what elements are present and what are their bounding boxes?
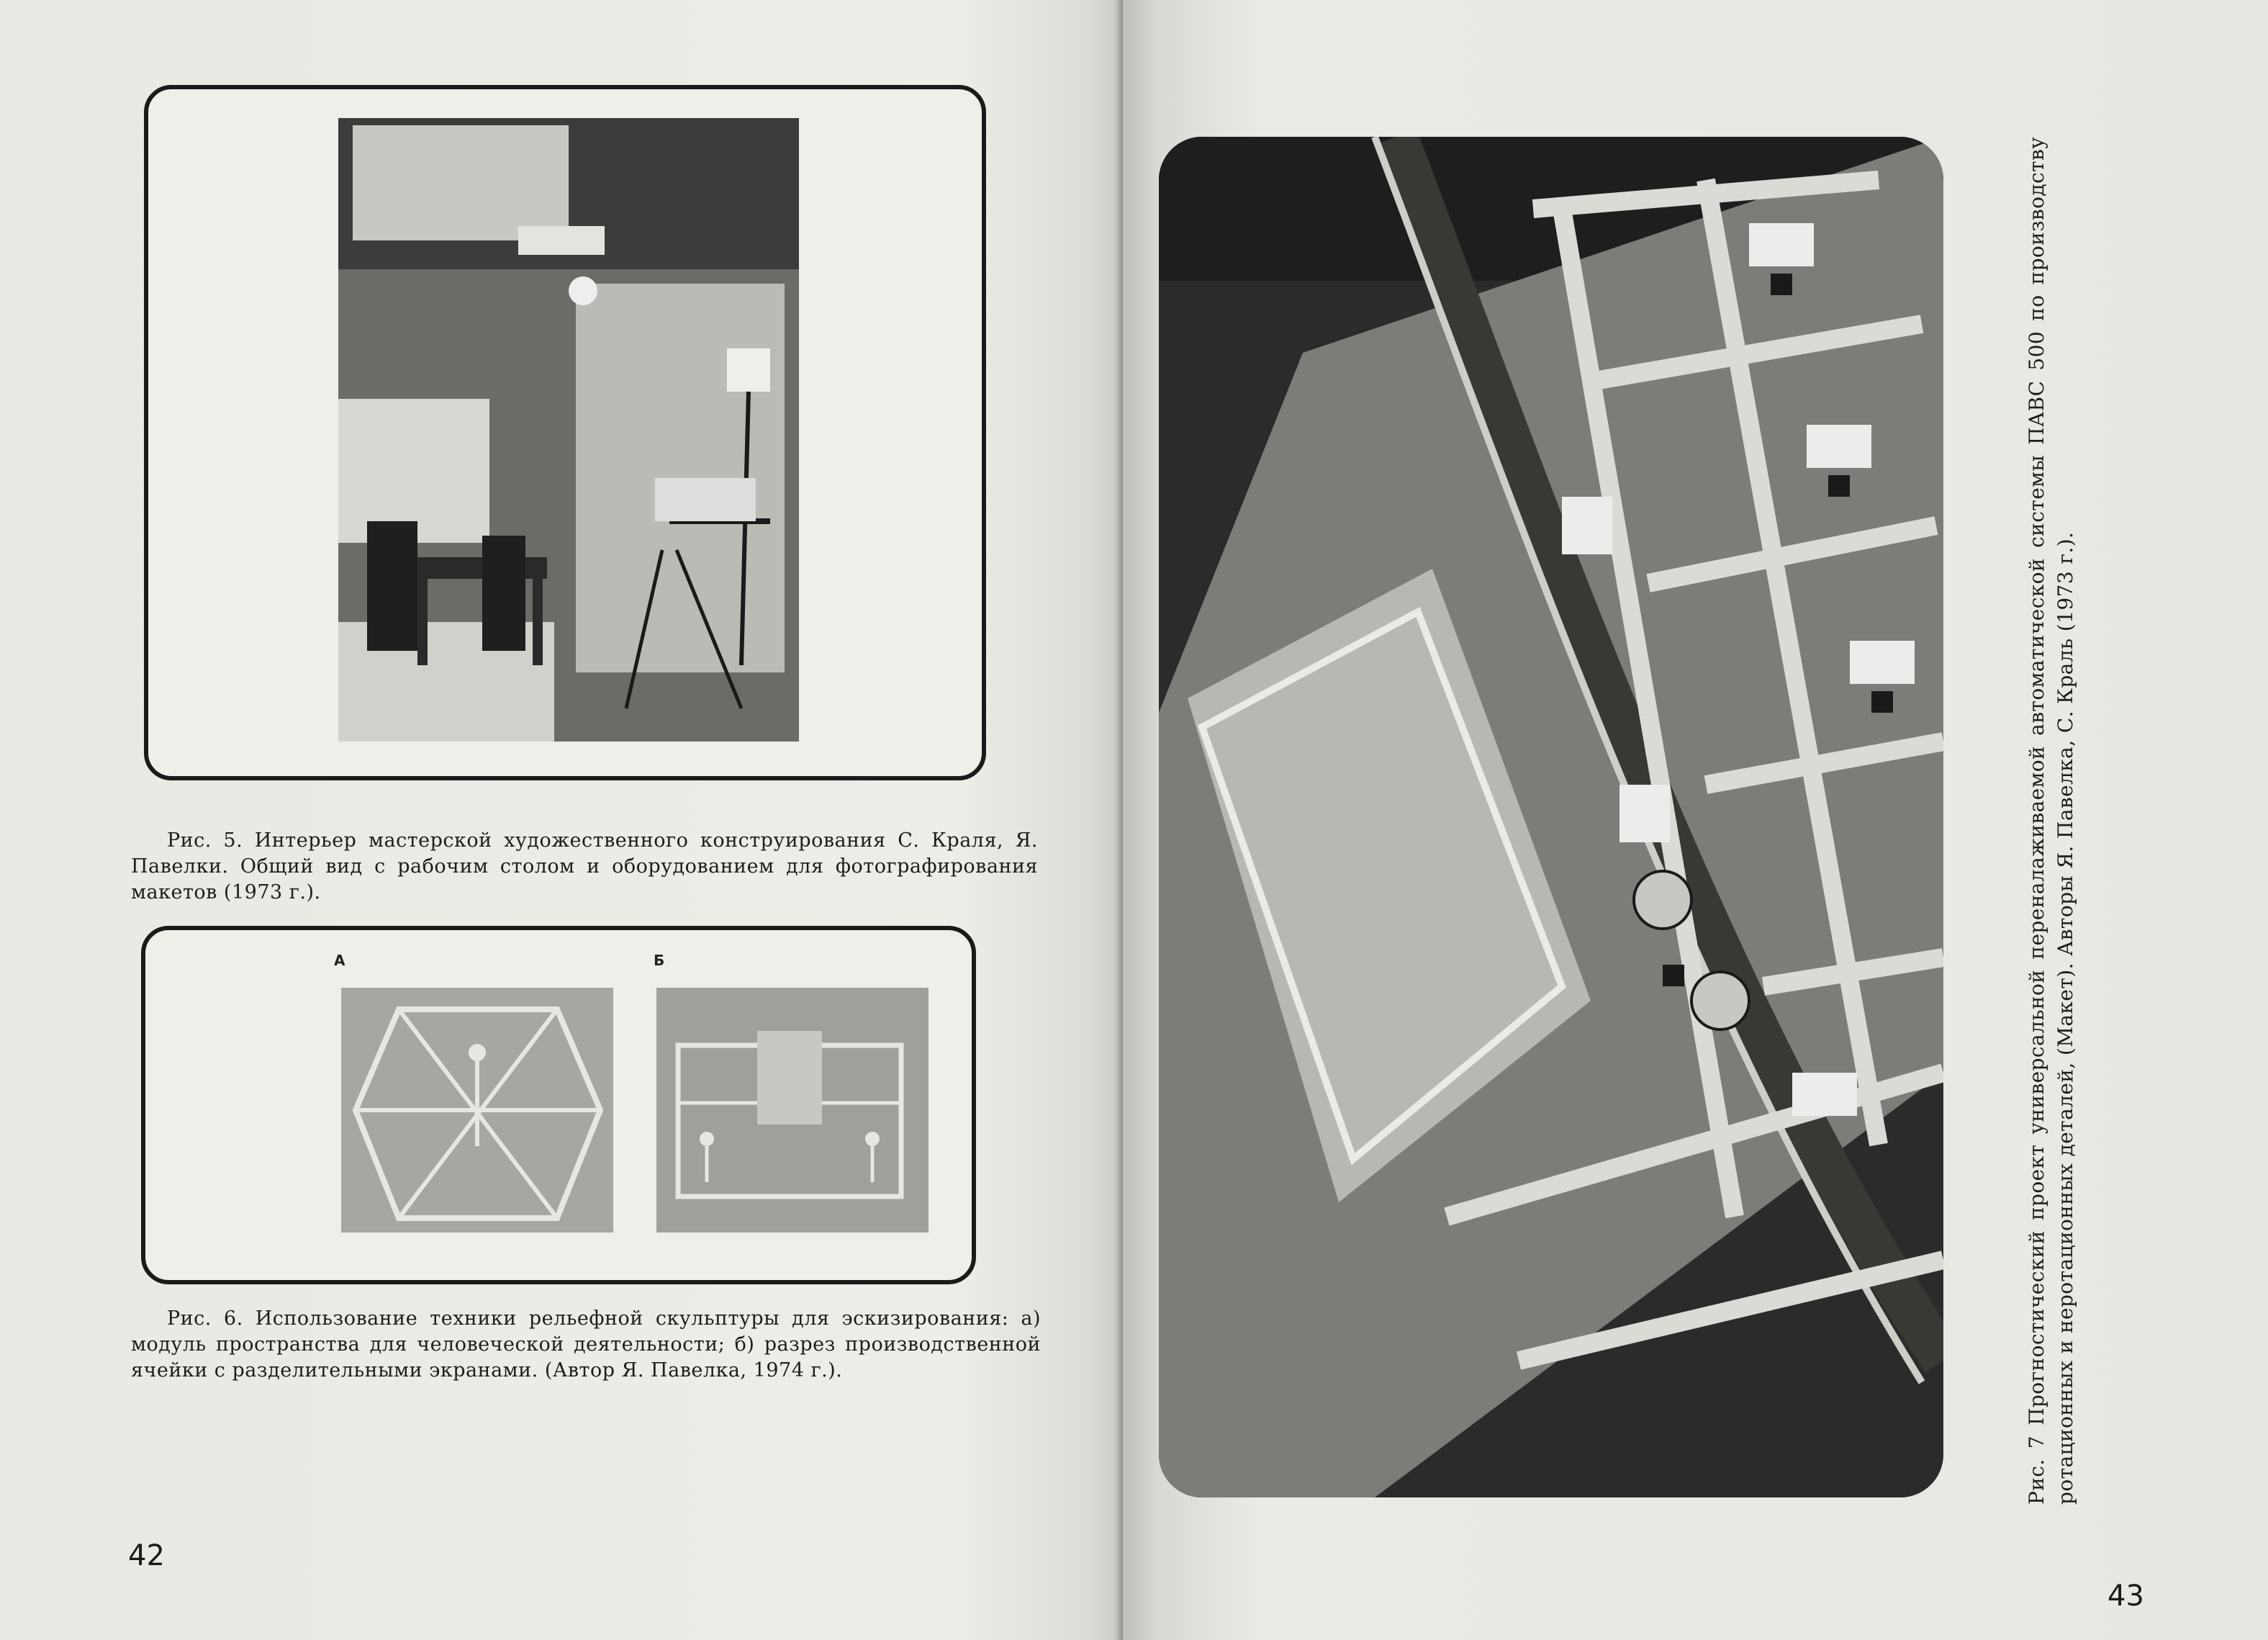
workshop-interior-illustration (338, 118, 799, 742)
figure-6b-relief-production-cell (656, 988, 929, 1233)
figure-5-caption (131, 828, 1038, 906)
figure-6-label-b: Б (654, 952, 665, 969)
figure-6-caption-text: Использование техники рельефной скульптуры для эскизирования: а) модуль пространства для человеческой деятельности; б) разрез производственной ячейки с разделительными экранами. (Автор Я. Павелка, 1974 г.). (131, 1307, 1041, 1382)
page-number-left: 42 (128, 1539, 165, 1572)
figure-5-photo-workshop-interior (338, 118, 799, 742)
figure-6-caption-label: Рис. 6. (167, 1307, 243, 1330)
figure-6-label-a: А (334, 952, 345, 969)
figure-7-caption-wrapper (2023, 137, 2123, 1505)
figure-5-frame (144, 85, 986, 780)
pavs500-model-illustration (1159, 137, 1943, 1497)
figure-7-photo-pavs500-model (1159, 137, 1943, 1497)
figure-7-caption (2023, 137, 2123, 1505)
relief-cell-illustration (656, 988, 929, 1233)
figure-6-frame (141, 926, 976, 1284)
page-number-right: 43 (2107, 1580, 2144, 1613)
figure-6a-relief-module (341, 988, 613, 1233)
left-page (0, 0, 1123, 1640)
figure-7-caption-text: Прогностический проект универсальной переналаживаемой автоматической системы ПАВС 500 по производству ротационных и неротационных деталей, (Макет). Авторы Я. Павелка, С. Краль (1973 г.). (2025, 137, 2077, 1505)
figure-7-caption-label: Рис. 7 (2025, 1436, 2048, 1505)
figure-5-caption-text: Интерьер мастерской художественного конструирования С. Краля, Я. Павелки. Общий вид с рабочим столом и оборудованием для фотографирования макетов (1973 г.). (131, 829, 1038, 904)
relief-module-illustration (341, 988, 613, 1233)
figure-6-caption (131, 1306, 1041, 1384)
figure-5-caption-label: Рис. 5. (167, 829, 243, 852)
